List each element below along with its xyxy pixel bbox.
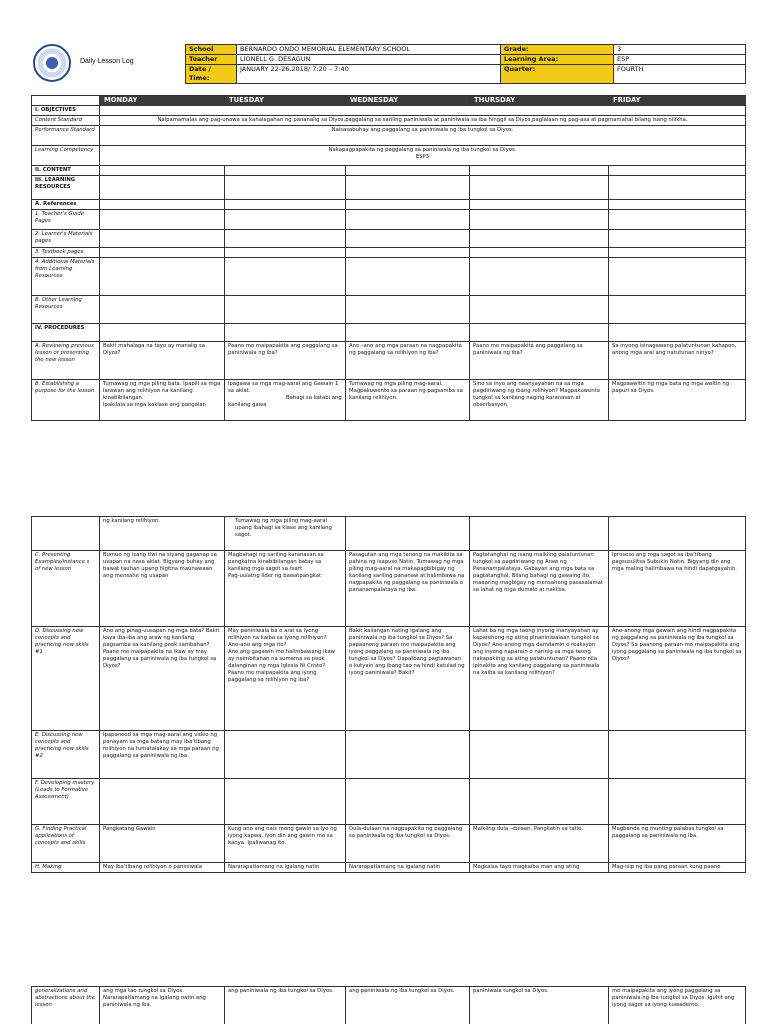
- day-monday: MONDAY: [100, 96, 225, 106]
- row-f-mastery: F. Developing mastery (Leads to Formative Assessment): [32, 779, 100, 825]
- cell-h-tue: Nararapatlamang na igalang natin: [225, 863, 346, 873]
- cell-h-tue-cont: ang paniniwala ng iba tungkol sa Diyos.: [225, 987, 346, 1024]
- cell-h-thu-cont: paniniwala tungkol sa Diyos.: [470, 987, 609, 1024]
- cell-a-mon: Bakit mahalaga na tayo ay manalig sa Diyos?: [100, 342, 225, 380]
- day-thursday: THURSDAY: [470, 96, 609, 106]
- cell-c-thu: Pagtatanghal ng isang maikling palatuntunan tungkol sa pagdiriwang ng Araw ng Pananampalataya. Gabayan ang mga bata sa pagtatanghal. Bilang bahagi ng gawaing ito, maaaring magbigay ng mensaheng pasasalamat sa lahat ng mga dumalo at nakiisa.: [470, 551, 609, 627]
- row-other-resources: B. Other Learning Resources: [32, 296, 100, 324]
- lesson-table-page2: [31, 516, 746, 873]
- row-textbook-pages: 3. Textbook pages: [32, 248, 100, 258]
- header-info-table: [185, 44, 746, 84]
- performance-standard-text: Naisasabuhay ang paggalang sa paniniwala ng iba tungkol sa Diyos.: [100, 126, 746, 146]
- row-h-generalizations: generalizations and abstractions about the lesson: [32, 987, 100, 1024]
- row-tg-pages: 1. Teacher's Guide Pages: [32, 210, 100, 230]
- date-label: Date / Time:: [186, 65, 237, 84]
- cell-c-mon: Bumuo ng isang tiwi na siyang gaganap sa usapan na nasa aklat. Bigyang buhay ang bawat tauhan upang higitna maunawaan ang mensahe ng usapan: [100, 551, 225, 627]
- area-value: ESP: [614, 55, 746, 65]
- deped-seal-logo: [33, 44, 71, 82]
- day-wednesday: WEDNESDAY: [346, 96, 470, 106]
- row-h-making: H. Making: [32, 863, 100, 873]
- date-value: JANUARY 22-26,2018/ 7:20 – 7:40: [237, 65, 501, 84]
- lesson-table-page3: [31, 986, 746, 1024]
- cell-h-thu: Magkaisa tayo magkaiba man ang ating: [470, 863, 609, 873]
- cell-g-fri: Magbanda ng munting palabas tungkol sa paggalang sa paniniwala ng iba.: [609, 825, 746, 863]
- day-tuesday: TUESDAY: [225, 96, 346, 106]
- cell-a-thu: Paano mo maipapakita ang paggalang sa paniniwala ng iba?: [470, 342, 609, 380]
- school-label: School: [186, 45, 237, 55]
- row-c-presenting: C. Presenting Examples/instance s of new lesson: [32, 551, 100, 627]
- cell-b-tue-cont: Tumawag ng mga piling mag-aaral upang ibahagi sa klase ang kanilang sagot.: [225, 517, 346, 551]
- cell-c-wed: Pasagutan ang mga tanong na makikita sa pahina ng Isapuso Natin. Tumawag ng mga piling mag-aaral na makapagbibigay ng kanilang sariling pananaw at halimbawa na nagpapakita ng paggalang sa paniniwala o pananampalataya ng iba.: [346, 551, 470, 627]
- grade-value: 3: [614, 45, 746, 55]
- row-procedures: IV. PROCEDURES: [32, 324, 100, 342]
- cell-h-mon: May ibaʼtibang relihiyon o paniniwala: [100, 863, 225, 873]
- cell-d-fri: Ano-anong mga gawain ang hindi nagpapakita ng paggalang sa paniniwala ng iba tungkol sa Diyos? Sa paanong paraan mo maipapakita ang iyong paggalang sa paniniwala ng iba tungkol sa Diyos?: [609, 627, 746, 731]
- row-performance-standard: Performance Standard: [32, 126, 100, 146]
- cell-b-wed: Tumawag ng mga piling mag-aaral. Magpakuwento sa paraan ng pagsamba sa kanilang relihiyon.: [346, 380, 470, 421]
- row-content-standard: Content Standard: [32, 116, 100, 126]
- row-b-purpose: B. Establishing a purpose for the lesson: [32, 380, 100, 421]
- cell-g-mon: Pangkatang Gawain: [100, 825, 225, 863]
- cell-a-tue: Paano mo maipapakita ang paggalang sa paniniwala ng iba?: [225, 342, 346, 380]
- school-value: BERNARDO ONDO MEMORIAL ELEMENTARY SCHOOL: [237, 45, 501, 55]
- row-objectives: I. OBJECTIVES: [32, 106, 100, 116]
- cell-g-thu: Maikling dula –dulaan. Pangkatin sa tatlo.: [470, 825, 609, 863]
- area-label: Learning Area:: [501, 55, 614, 65]
- cell-d-mon: Ano ang pinag-uusapan ng mga bata? Bakit kaya iba-iba ang araw ng kanilang pagsamba sa kanilang pook sambahan? Paano mo maipapakita na ikaw ay may paggalang sa paniniwala ng iba tungkol sa Diyos?: [100, 627, 225, 731]
- row-references: A. References: [32, 200, 100, 210]
- cell-h-mon-cont: ang mga tao tungkol sa Diyos. Nararapatlamang na igalang natin ang paniniwala ng iba.: [100, 987, 225, 1024]
- teacher-label: Teacher: [186, 55, 237, 65]
- cell-b-tue: Ipagawa sa mga mag-aaral ang Gawain 1 sa aklat. Bahagi sa katabi ang kanilang gawa: [225, 380, 346, 421]
- cell-b-mon: Tumawag ng mga piling bata. Ipapili sa mga larawan ang relihiyon na kanilang kinabibilangan. Ipakilala sa mga kaklase ang pangalan: [100, 380, 225, 421]
- teacher-value: LIONELL G. DESAGUN: [237, 55, 501, 65]
- row-lm-pages: 2. Learner's Materials pages: [32, 230, 100, 248]
- row-learning-competency: Learning Competency: [32, 146, 100, 166]
- row-e-discussing2: E. Discussing new concepts and practicing new skills #2: [32, 731, 100, 779]
- cell-b-mon-cont: ng kanilang relihiyon.: [100, 517, 225, 551]
- cell-c-fri: Iproseso ang mga sagot sa ibaʼtibang pagsusulitsa Subukin Natin. Bigyang din ang mga maling halimbawa na hindi dapatgayahin.: [609, 551, 746, 627]
- cell-a-fri: Sa inyong isinagawang palatuntunan kahapon, anong mga aral ang natutunan ninyo?: [609, 342, 746, 380]
- cell-b-thu: Sino sa inyo ang naanyayahan na sa mga pagdiriwang ng ibang relihiyon? Magpakuwento tungkol sa kanilang naging karanasan at obserbasyon.: [470, 380, 609, 421]
- row-content: II. CONTENT: [32, 166, 100, 176]
- row-a-review: A. Reviewing previous lesson or presenting the new lesson: [32, 342, 100, 380]
- row-additional-materials: 4. Additional Materials from Learning Resources: [32, 258, 100, 296]
- learning-competency-text: Nakapagpapakita ng paggalang sa paniniwala ng iba tungkol sa Diyos. ESP3: [100, 146, 746, 166]
- quarter-value: FOURTH: [614, 65, 746, 84]
- cell-h-fri-cont: mo maipapakita ang iyong paggalang sa paniniwala ng iba tungkol sa Diyos. Iguhit ang iyong sagot sa iyong kuwaderno.: [609, 987, 746, 1024]
- day-friday: FRIDAY: [609, 96, 746, 106]
- cell-b-fri: Magpaawitin ng mga bata ng mga awitin ng papuri sa Diyos.: [609, 380, 746, 421]
- cell-d-tue: May paniniwala ba o aral sa iyong relihiyon na kaiba sa iyong relihiyon? Ano-ano ang mga ito? Ano ang gagawin mo halimbawang ikaw ay naimbitahan na sumama sa pook dalanginan ng mga Iglesia Ni Cristo? Paano mo maipapakita ang iyong paggalang sa relihiyon ng iba?: [225, 627, 346, 731]
- cell-d-thu: Lahat ba ng mga taong inyong inanyayahan ay kaparehong ng atinq pinaniniwalaan tungkol sa Diyos? Ano-anong mga damdamin o reaksyon ang inyong naparain o narinig sa mga taong nakapakinig sa ating palatuntunan? Paano nila ipinakita ang kanilang paggalang sa paniniwala na kaiba sa kanilang relihiyon?: [470, 627, 609, 731]
- grade-label: Grade:: [501, 45, 614, 55]
- row-learning-resources: III. LEARNING RESOURCES: [32, 176, 100, 200]
- row-g-applications: G. Finding Practical applications of concepts and skills: [32, 825, 100, 863]
- cell-h-wed-cont: ang paniniwala ng iba tungkol sa Diyos.: [346, 987, 470, 1024]
- content-standard-text: Naipamamalas ang pag-unawa sa kahalagahan ng pananalig sa Diyos,paggalang sa sariling paniniwala at paniniwala sa iba hinggil sa Diyos,paglalaan ng pag-asa at pagmamahal bilang isang nilikha.: [100, 116, 746, 126]
- lesson-table-page1: [31, 95, 746, 421]
- quarter-label: Quarter:: [501, 65, 614, 84]
- cell-h-fri: Mag-isip ng iba pang paraan kung paano: [609, 863, 746, 873]
- cell-d-wed: Bakit kailangan nating igalang ang paniniwala ng iba tungkol sa Diyos? Sa papaanong paraan mo maipapakita ang iyong paggalang sa paniniwala ng iba tungkol sa Diyos? Dapatbang pagtawanan o kutyain ang ibang tao na hindi katulad ng iyong paniniwala? Bakit?: [346, 627, 470, 731]
- row-d-discussing1: D. Discussing new concepts and practicing new skills #1: [32, 627, 100, 731]
- cell-h-wed: Nararapatlamang na igalang natin: [346, 863, 470, 873]
- cell-c-tue: Magbahagi ng sariling karanasan sa pangkatna kinabibilangan batay sa kanilang mga sagot sa tsart Pag-uulatng lider ng bawatpangkat: [225, 551, 346, 627]
- cell-g-tue: Kung ano ang nais mong gawin sa iyo ng iyong kapwa, iyon din ang gawin mo sa kanya. Ipaliwanag ito.: [225, 825, 346, 863]
- cell-a-wed: Ano –ano ang mga paraan na nagpapakita ng paggalang sa relihiyon ng iba?: [346, 342, 470, 380]
- cell-e-mon: Ipapanood sa mga mag-aaral ang video ng panayam sa mga batang may ibaʼtibang relihiyon na tumatalakay sa mga paraan ng paggalang sa paniniwala ng iba.: [100, 731, 225, 779]
- doc-title: Daily Lesson Log: [80, 58, 134, 65]
- cell-g-wed: Dula-dulaan na nagpapakita ng paggalang sa paniniwala ng iba tungkol sa Diyos.: [346, 825, 470, 863]
